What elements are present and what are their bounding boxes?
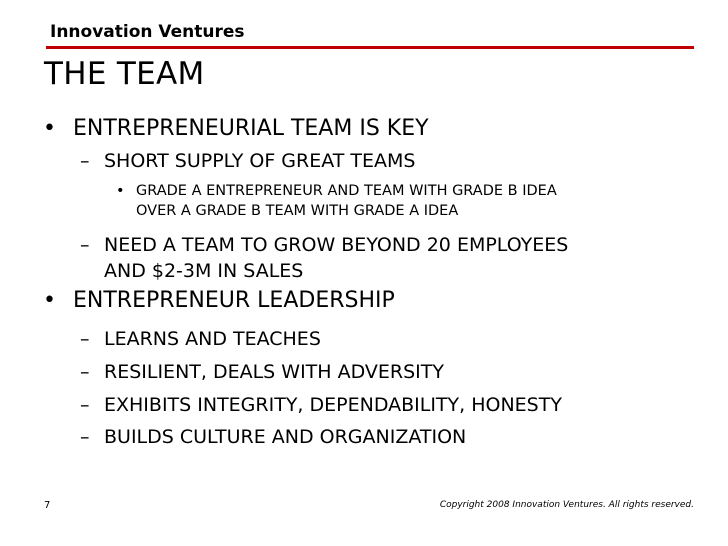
bullet-marker: • [43,288,56,313]
copyright-notice: Copyright 2008 Innovation Ventures. All rights reserved. [439,500,694,510]
sub-sub-bullet-text [136,181,557,221]
bullet-text: ENTREPRENEUR LEADERSHIP [73,288,395,313]
dash-marker: – [80,361,90,383]
sub-bullet-text [104,232,568,284]
text-line: GRADE A ENTREPRENEUR AND TEAM WITH GRADE B IDEA [136,183,557,199]
text-line: AND $2-3M IN SALES [104,260,304,282]
dash-marker: – [80,394,90,416]
bullet-text: ENTREPRENEURIAL TEAM IS KEY [73,116,429,141]
sub-bullet-text: RESILIENT, DEALS WITH ADVERSITY [104,361,444,383]
sub-bullet-resilient [80,359,444,385]
sub-bullet-culture [80,424,466,450]
sub-bullet-text: BUILDS CULTURE AND ORGANIZATION [104,426,467,448]
dash-marker: – [80,150,90,172]
text-line: OVER A GRADE B TEAM WITH GRADE A IDEA [136,203,459,219]
sub-bullet-text: LEARNS AND TEACHES [104,328,321,350]
sub-bullet-need-team [80,232,568,284]
dash-marker: – [80,234,90,256]
dash-marker: – [80,328,90,350]
dash-marker: – [80,426,90,448]
sub-bullet-short-supply [80,148,415,174]
sub-bullet-text: EXHIBITS INTEGRITY, DEPENDABILITY, HONESTY [104,394,562,416]
page-number: 7 [44,500,51,511]
sub-sub-bullet-grade [116,181,557,221]
text-line: NEED A TEAM TO GROW BEYOND 20 EMPLOYEES [104,234,569,256]
header-rule [46,46,694,49]
slide-title: THE TEAM [44,56,205,92]
bullet-team-key [43,116,429,141]
sub-bullet-text: SHORT SUPPLY OF GREAT TEAMS [104,150,416,172]
sub-bullet-integrity [80,392,562,418]
bullet-marker: • [43,116,56,141]
bullet-leadership [43,288,395,313]
sub-bullet-learns [80,326,321,352]
bullet-marker: • [116,183,125,199]
brand-name: Innovation Ventures [50,22,245,42]
